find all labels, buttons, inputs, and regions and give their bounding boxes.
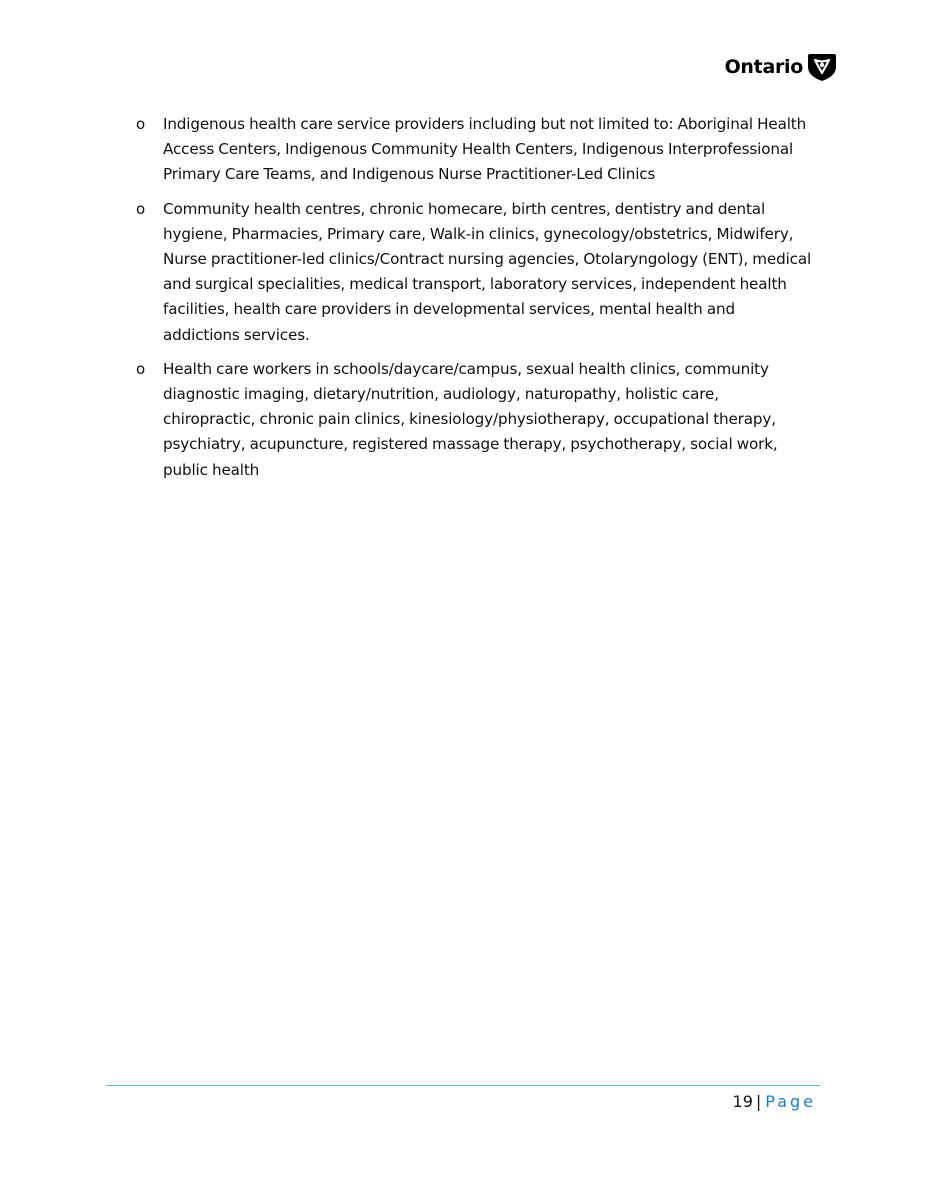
logo-text: Ontario (724, 56, 803, 78)
list-item-text: Indigenous health care service providers including but not limited to: Aboriginal Health Access Centers, Indigenous Community Health Centers, Indigenous Interprofessional Primary Care Teams, and Indigenous Nurse Practitioner-Led Clinics (163, 115, 807, 184)
footer-divider (106, 1085, 820, 1086)
list-item-text: Health care workers in schools/daycare/campus, sexual health clinics, community diagnostic imaging, dietary/nutrition, audiology, naturopathy, holistic care, chiropractic, chronic pain clinics, kinesiology/physiotherapy, occupational therapy, psychiatry, acupuncture, registered massage therapy, psychotherapy, social work, public health (163, 359, 778, 479)
list-item (133, 112, 813, 188)
list-item-text: Community health centres, chronic homecare, birth centres, dentistry and dental hygiene, Pharmacies, Primary care, Walk-in clinics, gynecology/obstetrics, Midwifery, Nurse practitioner-led clinics/Contract nursing agencies, Otolaryngology (ENT), medical and surgical specialities, medical transport, laboratory services, independent health facilities, health care providers in developmental services, mental health and addictions services. (163, 199, 812, 344)
list-item (133, 357, 813, 483)
list-item (133, 197, 813, 348)
bullet-marker: o (136, 115, 146, 133)
page-separator: | (755, 1092, 762, 1111)
bullet-marker: o (136, 359, 146, 378)
page-label: Page (765, 1092, 816, 1111)
ontario-trillium-icon (807, 52, 837, 82)
bullet-list (133, 112, 813, 492)
page-number: 19 (732, 1092, 753, 1111)
page-footer (733, 1092, 816, 1111)
ontario-logo (725, 52, 837, 82)
bullet-marker: o (136, 199, 146, 218)
